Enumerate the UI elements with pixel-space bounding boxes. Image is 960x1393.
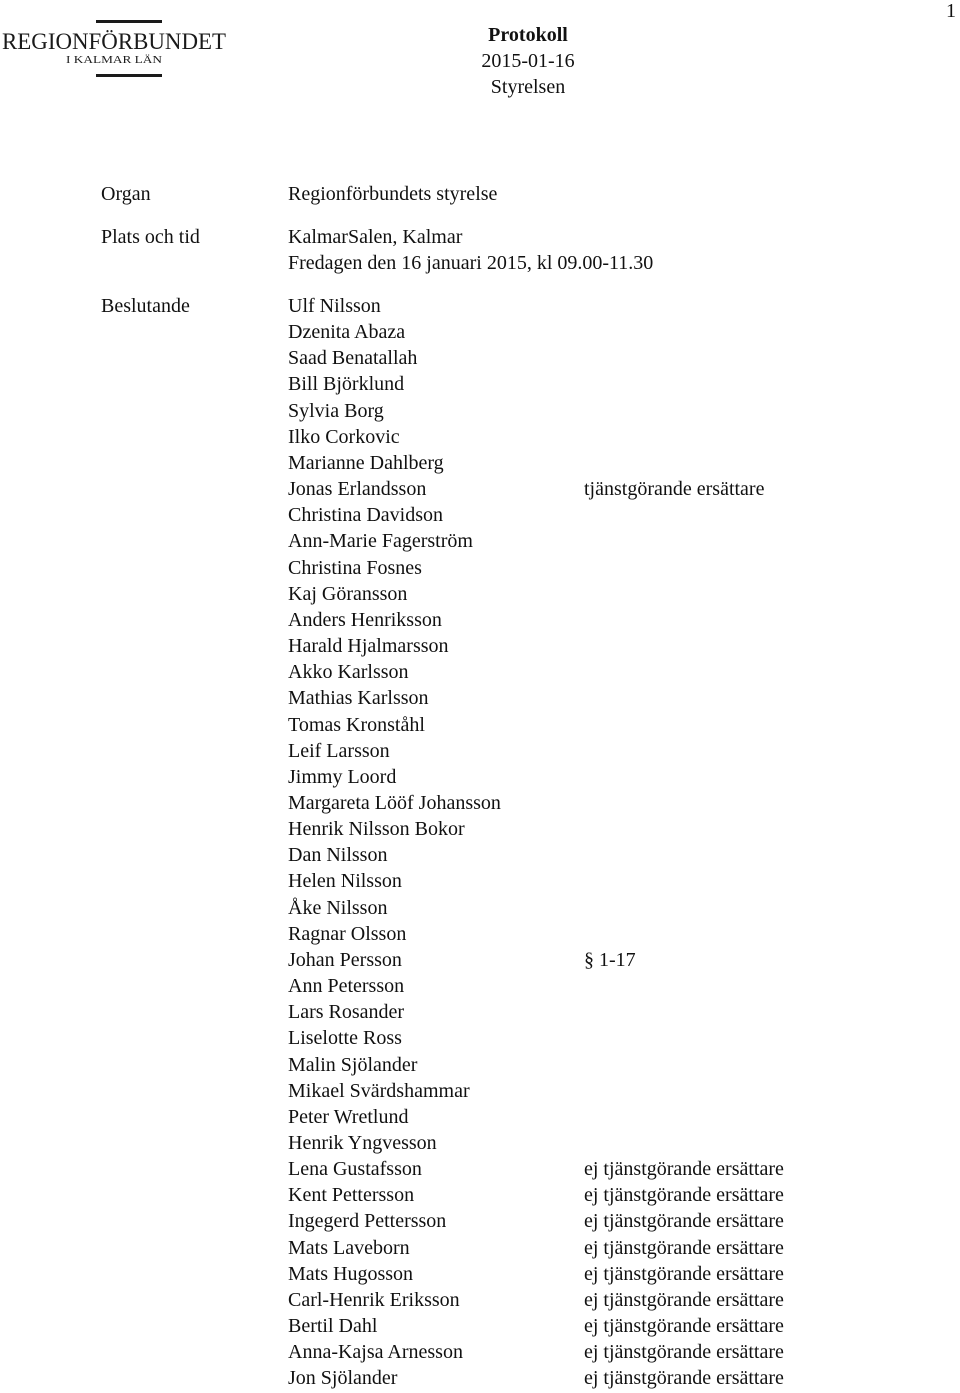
list-item <box>0 1365 960 1391</box>
list-item <box>0 1313 960 1339</box>
list-item <box>0 659 960 685</box>
member-name: Marianne Dahlberg <box>288 451 444 474</box>
member-name: Bill Björklund <box>288 373 405 396</box>
list-item <box>0 842 960 868</box>
member-name: Jon Sjölander <box>288 1367 398 1390</box>
member-note: ej tjänstgörande ersättare <box>584 1367 784 1390</box>
beslutande-label: Beslutande <box>101 295 190 317</box>
member-note: ej tjänstgörande ersättare <box>584 1288 784 1311</box>
member-note: ej tjänstgörande ersättare <box>584 1184 784 1207</box>
list-item <box>0 764 960 790</box>
list-item <box>0 581 960 607</box>
logo-line-2: I KALMAR LÄN <box>66 54 163 66</box>
member-name: Ann-Marie Fagerström <box>288 530 473 553</box>
list-item <box>0 371 960 397</box>
member-name: Kent Pettersson <box>288 1184 415 1207</box>
list-item <box>0 450 960 476</box>
list-item <box>0 528 960 554</box>
member-name: Jimmy Loord <box>288 765 397 788</box>
list-item <box>0 712 960 738</box>
member-name: Ingegerd Pettersson <box>288 1210 447 1233</box>
member-note: ej tjänstgörande ersättare <box>584 1210 784 1233</box>
member-name: Kaj Göransson <box>288 582 408 605</box>
list-item <box>0 1235 960 1261</box>
member-name: Malin Sjölander <box>288 1053 418 1076</box>
list-item <box>0 790 960 816</box>
member-name: Lars Rosander <box>288 1001 405 1024</box>
member-note: ej tjänstgörande ersättare <box>584 1315 784 1338</box>
list-item <box>0 738 960 764</box>
list-item <box>0 345 960 371</box>
member-note: § 1-17 <box>584 948 636 971</box>
document-body-name: Styrelsen <box>490 76 566 98</box>
document-header <box>448 22 608 100</box>
list-item <box>0 1156 960 1182</box>
document-title: Protokoll <box>488 24 568 46</box>
page-number: 1 <box>946 0 956 22</box>
member-note: ej tjänstgörande ersättare <box>584 1262 784 1285</box>
member-name: Christina Davidson <box>288 504 443 527</box>
member-note: ej tjänstgörande ersättare <box>584 1236 784 1259</box>
member-name: Henrik Nilsson Bokor <box>288 818 465 841</box>
list-item <box>0 816 960 842</box>
organ-label: Organ <box>101 183 151 205</box>
member-name: Dzenita Abaza <box>288 321 406 344</box>
document-date: 2015-01-16 <box>481 50 575 72</box>
list-item <box>0 999 960 1025</box>
member-name: Mathias Karlsson <box>288 687 429 710</box>
list-item <box>0 1182 960 1208</box>
list-item <box>0 502 960 528</box>
member-name: Harald Hjalmarsson <box>288 635 449 658</box>
place-value: KalmarSalen, Kalmar <box>288 226 463 248</box>
member-name: Christina Fosnes <box>288 556 422 579</box>
list-item <box>0 973 960 999</box>
list-item <box>0 555 960 581</box>
member-name: Akko Karlsson <box>288 661 409 684</box>
member-name: Carl-Henrik Eriksson <box>288 1288 460 1311</box>
member-note: tjänstgörande ersättare <box>584 478 765 501</box>
place-time-label: Plats och tid <box>101 226 200 248</box>
member-name: Tomas Kronståhl <box>288 713 425 736</box>
organ-value: Regionförbundets styrelse <box>288 183 498 205</box>
list-item <box>0 921 960 947</box>
member-name: Ann Petersson <box>288 975 405 998</box>
list-item <box>0 424 960 450</box>
list-item <box>0 868 960 894</box>
list-item <box>0 398 960 424</box>
time-value: Fredagen den 16 januari 2015, kl 09.00-11.30 <box>288 252 654 274</box>
member-name: Ragnar Olsson <box>288 922 407 945</box>
member-name: Henrik Yngvesson <box>288 1132 437 1154</box>
member-name: Lena Gustafsson <box>288 1158 422 1181</box>
list-item <box>0 1130 960 1156</box>
list-item <box>0 293 960 319</box>
member-name: Mikael Svärdshammar <box>288 1079 470 1102</box>
list-item <box>0 1261 960 1287</box>
member-name: Mats Laveborn <box>288 1236 410 1259</box>
member-name: Bertil Dahl <box>288 1315 378 1338</box>
list-item <box>0 1052 960 1078</box>
member-name: Anders Henriksson <box>288 608 442 631</box>
list-item <box>0 633 960 659</box>
list-item <box>0 1208 960 1234</box>
list-item <box>0 1078 960 1104</box>
member-list <box>0 293 960 1392</box>
member-name: Johan Persson <box>288 948 402 971</box>
member-name: Åke Nilsson <box>288 896 388 919</box>
member-name: Saad Benatallah <box>288 347 418 370</box>
list-item <box>0 895 960 921</box>
list-item <box>0 319 960 345</box>
list-item <box>0 607 960 633</box>
list-item <box>0 1104 960 1130</box>
member-name: Liselotte Ross <box>288 1027 402 1050</box>
list-item <box>0 947 960 973</box>
member-name: Mats Hugosson <box>288 1262 414 1285</box>
list-item <box>0 1025 960 1051</box>
member-name: Ulf Nilsson <box>288 295 381 317</box>
member-name: Anna-Kajsa Arnesson <box>288 1341 463 1364</box>
member-name: Leif Larsson <box>288 739 390 762</box>
member-name: Peter Wretlund <box>288 1105 409 1128</box>
member-name: Sylvia Borg <box>288 399 384 422</box>
member-note: ej tjänstgörande ersättare <box>584 1158 784 1181</box>
member-name: Helen Nilsson <box>288 870 402 893</box>
member-name: Jonas Erlandsson <box>288 478 427 501</box>
member-name: Dan Nilsson <box>288 844 388 867</box>
member-name: Margareta Lööf Johansson <box>288 791 501 814</box>
list-item <box>0 1339 960 1365</box>
member-name: Ilko Corkovic <box>288 425 400 448</box>
list-item <box>0 476 960 502</box>
member-note: ej tjänstgörande ersättare <box>584 1341 784 1364</box>
regionforbundet-logo <box>0 16 232 80</box>
list-item <box>0 685 960 711</box>
logo-line-1: REGIONFÖRBUNDET <box>2 29 226 54</box>
list-item <box>0 1287 960 1313</box>
